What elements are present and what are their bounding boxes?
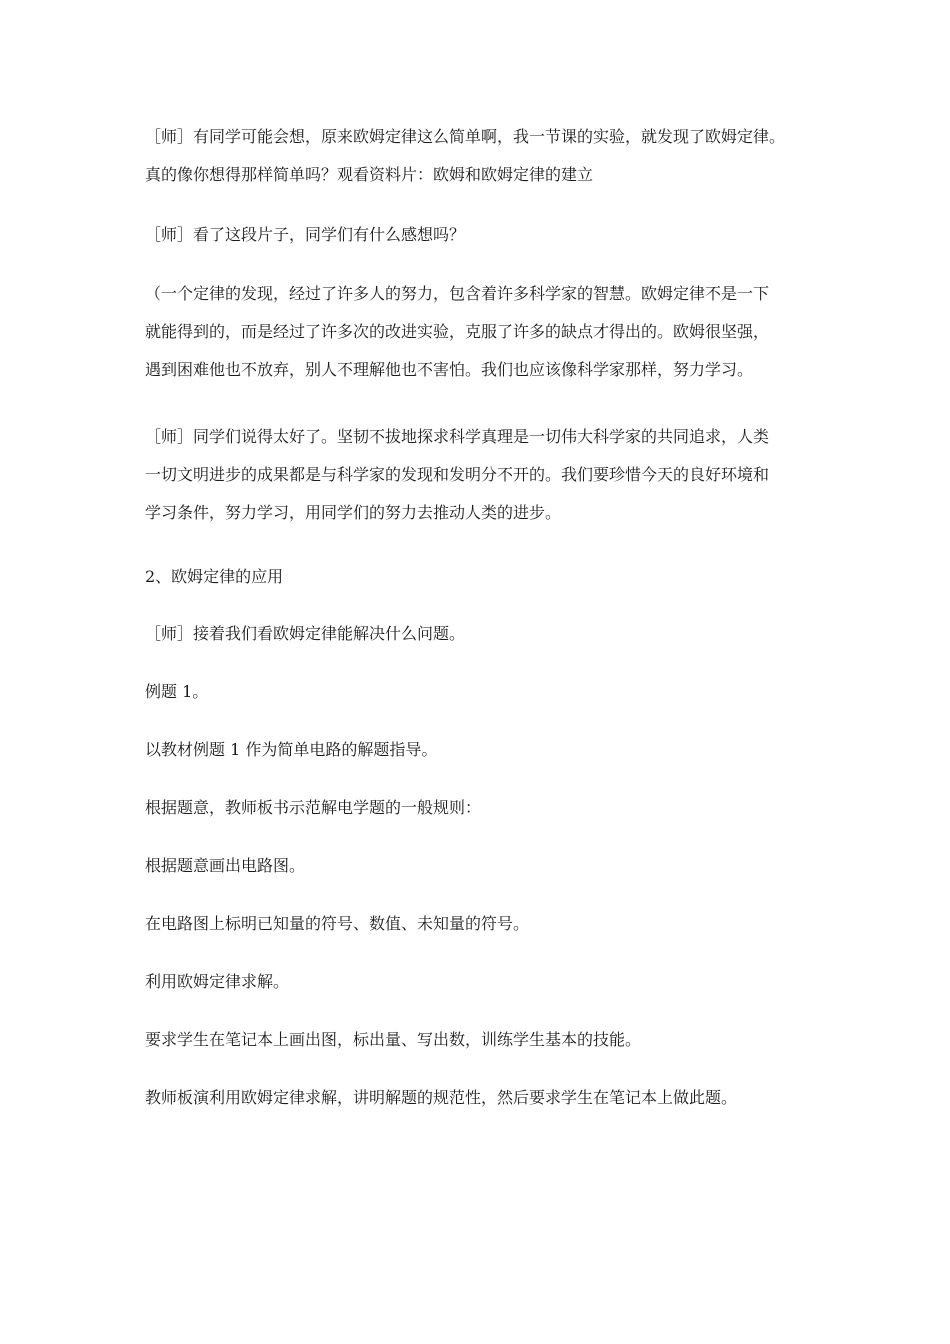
text-line: 一切文明进步的成果都是与科学家的发现和发明分不开的。我们要珍惜今天的良好环境和: [145, 465, 770, 484]
paragraph-rule-3: [145, 963, 825, 1001]
text-line: 例题 1。: [145, 682, 209, 701]
paragraph-example-label: [145, 673, 825, 711]
text-line: 遇到困难他也不放弃，别人不理解他也不害怕。我们也应该像科学家那样，努力学习。: [145, 360, 754, 379]
paragraph-teacher-demo: [145, 1079, 825, 1117]
text-line: ［师］同学们说得太好了。坚韧不拔地探求科学真理是一切伟大科学家的共同追求，人类: [145, 427, 770, 446]
text-line: 2、欧姆定律的应用: [145, 567, 284, 586]
text-line: （一个定律的发现，经过了许多人的努力，包含着许多科学家的智慧。欧姆定律不是一下: [145, 284, 770, 303]
text-line: 要求学生在笔记本上画出图，标出量、写出数，训练学生基本的技能。: [145, 1030, 642, 1049]
text-line: ［师］接着我们看欧姆定律能解决什么问题。: [145, 624, 466, 643]
paragraph-teacher-intro: [145, 118, 825, 194]
paragraph-teacher-summary: [145, 418, 825, 532]
paragraph-student-response: [145, 275, 825, 389]
text-line: 教师板演利用欧姆定律求解，讲明解题的规范性，然后要求学生在笔记本上做此题。: [145, 1088, 738, 1107]
text-line: ［师］看了这段片子，同学们有什么感想吗？: [145, 225, 466, 244]
text-line: 根据题意，教师板书示范解电学题的一般规则：: [145, 798, 482, 817]
paragraph-rule-1: [145, 847, 825, 885]
section-heading: [145, 558, 825, 596]
paragraph-student-task: [145, 1021, 825, 1059]
paragraph-rules-intro: [145, 789, 825, 827]
text-line: ［师］有同学可能会想，原来欧姆定律这么简单啊，我一节课的实验，就发现了欧姆定律。: [145, 127, 786, 146]
paragraph-rule-2: [145, 905, 825, 943]
text-line: 就能得到的，而是经过了许多次的改进实验，克服了许多的缺点才得出的。欧姆很坚强，: [145, 322, 770, 341]
paragraph-teacher-next: [145, 615, 825, 653]
paragraph-teacher-question: [145, 216, 825, 254]
text-line: 以教材例题 1 作为简单电路的解题指导。: [145, 740, 438, 759]
text-line: 利用欧姆定律求解。: [145, 972, 290, 991]
text-line: 根据题意画出电路图。: [145, 856, 306, 875]
text-line: 真的像你想得那样简单吗？观看资料片：欧姆和欧姆定律的建立: [145, 165, 594, 184]
paragraph-example-guide: [145, 731, 825, 769]
text-line: 在电路图上标明已知量的符号、数值、未知量的符号。: [145, 914, 530, 933]
text-line: 学习条件，努力学习，用同学们的努力去推动人类的进步。: [145, 503, 562, 522]
